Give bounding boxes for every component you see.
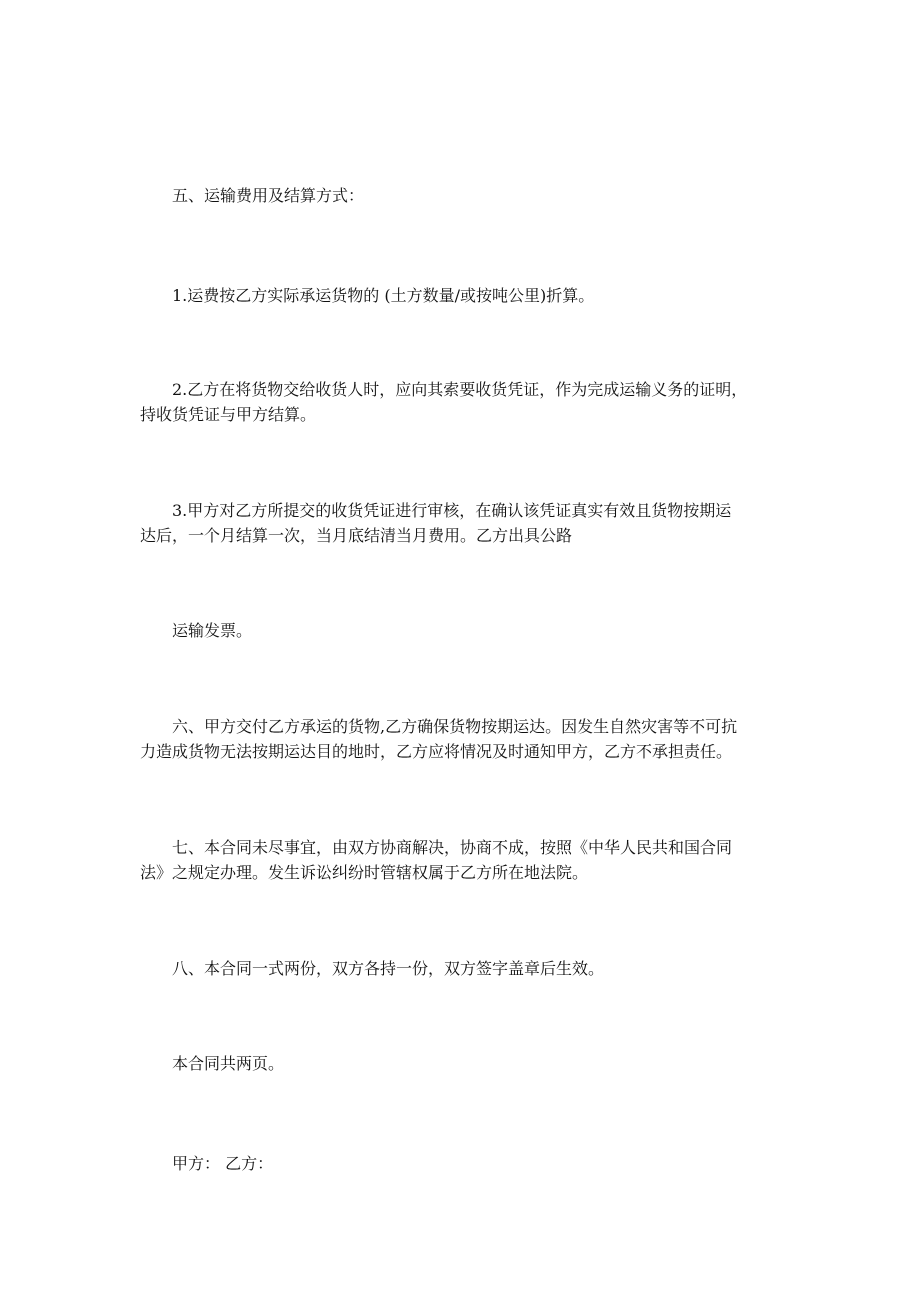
clause-3-line-1: 3.甲方对乙方所提交的收货凭证进行审核，在确认该凭证真实有效且货物按期运	[172, 501, 732, 520]
section-six-line-1: 六、甲方交付乙方承运的货物,乙方确保货物按期运达。因发生自然灾害等不可抗	[172, 717, 738, 736]
clause-3-continuation: 运输发票。	[172, 621, 253, 640]
clause-1-line-1: 1.运费按乙方实际承运货物的 (土方数量/或按吨公里)折算。	[172, 286, 595, 305]
section-five-heading: 五、运输费用及结算方式：	[172, 186, 365, 205]
clause-3-line-2: 达后，一个月结算一次，当月底结清当月费用。乙方出具公路	[140, 526, 573, 545]
clause-2-line-1: 2.乙方在将货物交给收货人时，应向其索要收货凭证，作为完成运输义务的证明，	[172, 380, 748, 399]
page-count-note: 本合同共两页。	[172, 1054, 285, 1073]
section-seven-line-2: 法》之规定办理。发生诉讼纠纷时管辖权属于乙方所在地法院。	[140, 863, 589, 882]
signature-parties: 甲方： 乙方：	[172, 1154, 274, 1173]
section-seven-line-1: 七、本合同未尽事宜，由双方协商解决，协商不成，按照《中华人民共和国合同	[172, 838, 733, 857]
section-six-line-2: 力造成货物无法按期运达目的地时，乙方应将情况及时通知甲方，乙方不承担责任。	[140, 742, 733, 761]
section-eight: 八、本合同一式两份，双方各持一份，双方签字盖章后生效。	[172, 959, 605, 978]
clause-2-line-2: 持收货凭证与甲方结算。	[140, 405, 317, 424]
